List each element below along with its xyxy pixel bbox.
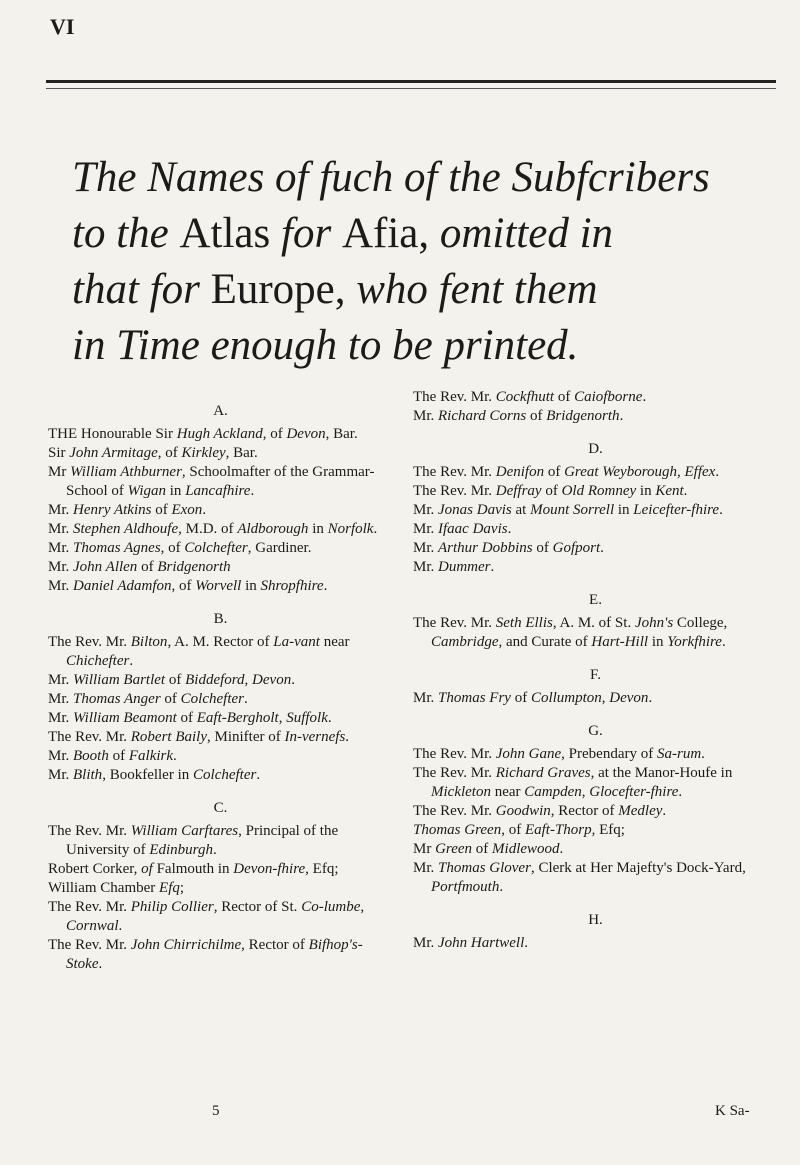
section-letter: F. (590, 667, 601, 683)
subscriber-entry: Mr. Thomas Anger of Colchefter. (48, 691, 248, 707)
title-segment: that for (72, 266, 211, 313)
title-segment: in Time enough to be printed. (72, 322, 579, 369)
title-segment: Europe, (210, 266, 346, 313)
subscriber-entry: Mr Green of Midlewood. (413, 841, 564, 857)
title-line (72, 262, 772, 318)
subscriber-entry: Mr. Daniel Adamfon, of Worvell in Shropfhire. (48, 578, 328, 594)
subscriber-entry: The Rev. Mr. Bilton, A. M. Rector of La-vant near Chichefter. (48, 634, 350, 669)
subscriber-entry: Mr. Dummer. (413, 559, 495, 575)
section-letter: A. (213, 403, 228, 419)
section-letter: C. (213, 800, 228, 816)
section-letter: H. (588, 912, 603, 928)
subscriber-entry: Mr. Jonas Davis at Mount Sorrell in Leicefter-fhire. (413, 502, 723, 518)
subscriber-entry: Mr. Thomas Glover, Clerk at Her Majefty's Dock-Yard, Portfmouth. (413, 860, 746, 895)
catchword: K Sa- (715, 1103, 750, 1119)
subscriber-entry: Mr William Athburner, Schoolmafter of the Grammar-School of Wigan in Lancafhire. (48, 464, 375, 499)
subscriber-entry: The Rev. Mr. William Carftares, Principal of the University of Edinburgh. (48, 823, 339, 858)
header-rule-thin (46, 88, 776, 89)
subscriber-entry: Mr. John Allen of Bridgenorth (48, 559, 231, 575)
title-segment: Afia, (341, 210, 430, 257)
header-rule (46, 80, 776, 83)
title-segment: to the (72, 210, 180, 257)
subscriber-entry: Mr. Richard Corns of Bridgenorth. (413, 408, 624, 424)
subscriber-entry: Mr. Thomas Agnes, of Colchefter, Gardiner. (48, 540, 312, 556)
subscriber-entry: Thomas Green, of Eaft-Thorp, Efq; (413, 822, 625, 838)
subscriber-entry: Mr. William Bartlet of Biddeford, Devon. (48, 672, 295, 688)
subscriber-entry: Mr. Stephen Aldhoufe, M.D. of Aldborough in Norfolk. (48, 521, 378, 537)
subscriber-entry: Mr. Henry Atkins of Exon. (48, 502, 207, 518)
subscriber-entry: The Rev. Mr. Seth Ellis, A. M. of St. John's College, Cambridge, and Curate of Hart-Hill in Yorkfhire. (413, 615, 728, 650)
subscriber-entry: The Rev. Mr. Robert Baily, Minifter of In-vernefs. (48, 729, 350, 745)
title-line (72, 150, 772, 206)
title-segment: Atlas (179, 210, 271, 257)
title-line (72, 318, 772, 374)
title-segment: for (270, 210, 342, 257)
subscriber-entry: The Rev. Mr. Richard Graves, at the Manor-Houfe in Mickleton near Campden, Glocefter-fhire. (413, 765, 733, 800)
signature-mark: 5 (212, 1103, 220, 1119)
subscriber-entry: THE Honourable Sir Hugh Ackland, of Devon, Bar. (48, 426, 358, 442)
title-segment: who fent them (345, 266, 598, 313)
subscriber-entry: Sir John Armitage, of Kirkley, Bar. (48, 445, 258, 461)
subscriber-entry: The Rev. Mr. John Gane, Prebendary of Sa-rum. (413, 746, 705, 762)
title-segment: fuch of the Subfcribers (319, 154, 710, 201)
section-letter: G. (588, 723, 603, 739)
subscriber-entry: The Rev. Mr. Philip Collier, Rector of St. Co-lumbe, Cornwal. (48, 899, 365, 934)
right-column (413, 388, 778, 953)
section-letter: B. (213, 611, 228, 627)
section-letter: E. (589, 592, 602, 608)
subscriber-entry: Mr. Blith, Bookfeller in Colchefter. (48, 767, 261, 783)
title-segment: The Names of (72, 154, 320, 201)
subscriber-entry: Robert Corker, of Falmouth in Devon-fhire, Efq; (48, 861, 339, 877)
page-title (72, 150, 772, 374)
title-line (72, 206, 772, 262)
subscriber-entry: Mr. Arthur Dobbins of Gofport. (413, 540, 604, 556)
section-letter: D. (588, 441, 603, 457)
subscriber-entry: The Rev. Mr. John Chirrichilme, Rector of Bifhop's-Stoke. (48, 937, 363, 972)
subscriber-entry: William Chamber Efq; (48, 880, 185, 896)
subscriber-entry: Mr. William Beamont of Eaft-Bergholt, Suffolk. (48, 710, 332, 726)
subscriber-entry: Mr. Thomas Fry of Collumpton, Devon. (413, 690, 653, 706)
subscriber-entry: The Rev. Mr. Denifon of Great Weyborough, Effex. (413, 464, 720, 480)
page-number: VI (50, 14, 75, 39)
title-segment: omitted in (429, 210, 614, 257)
left-column (48, 388, 393, 974)
subscriber-entry: Mr. John Hartwell. (413, 935, 529, 951)
subscriber-entry: The Rev. Mr. Goodwin, Rector of Medley. (413, 803, 667, 819)
subscriber-entry: The Rev. Mr. Cockfhutt of Caiofborne. (413, 389, 647, 405)
subscriber-entry: Mr. Ifaac Davis. (413, 521, 512, 537)
subscriber-entry: Mr. Booth of Falkirk. (48, 748, 177, 764)
subscriber-entry: The Rev. Mr. Deffray of Old Romney in Kent. (413, 483, 688, 499)
